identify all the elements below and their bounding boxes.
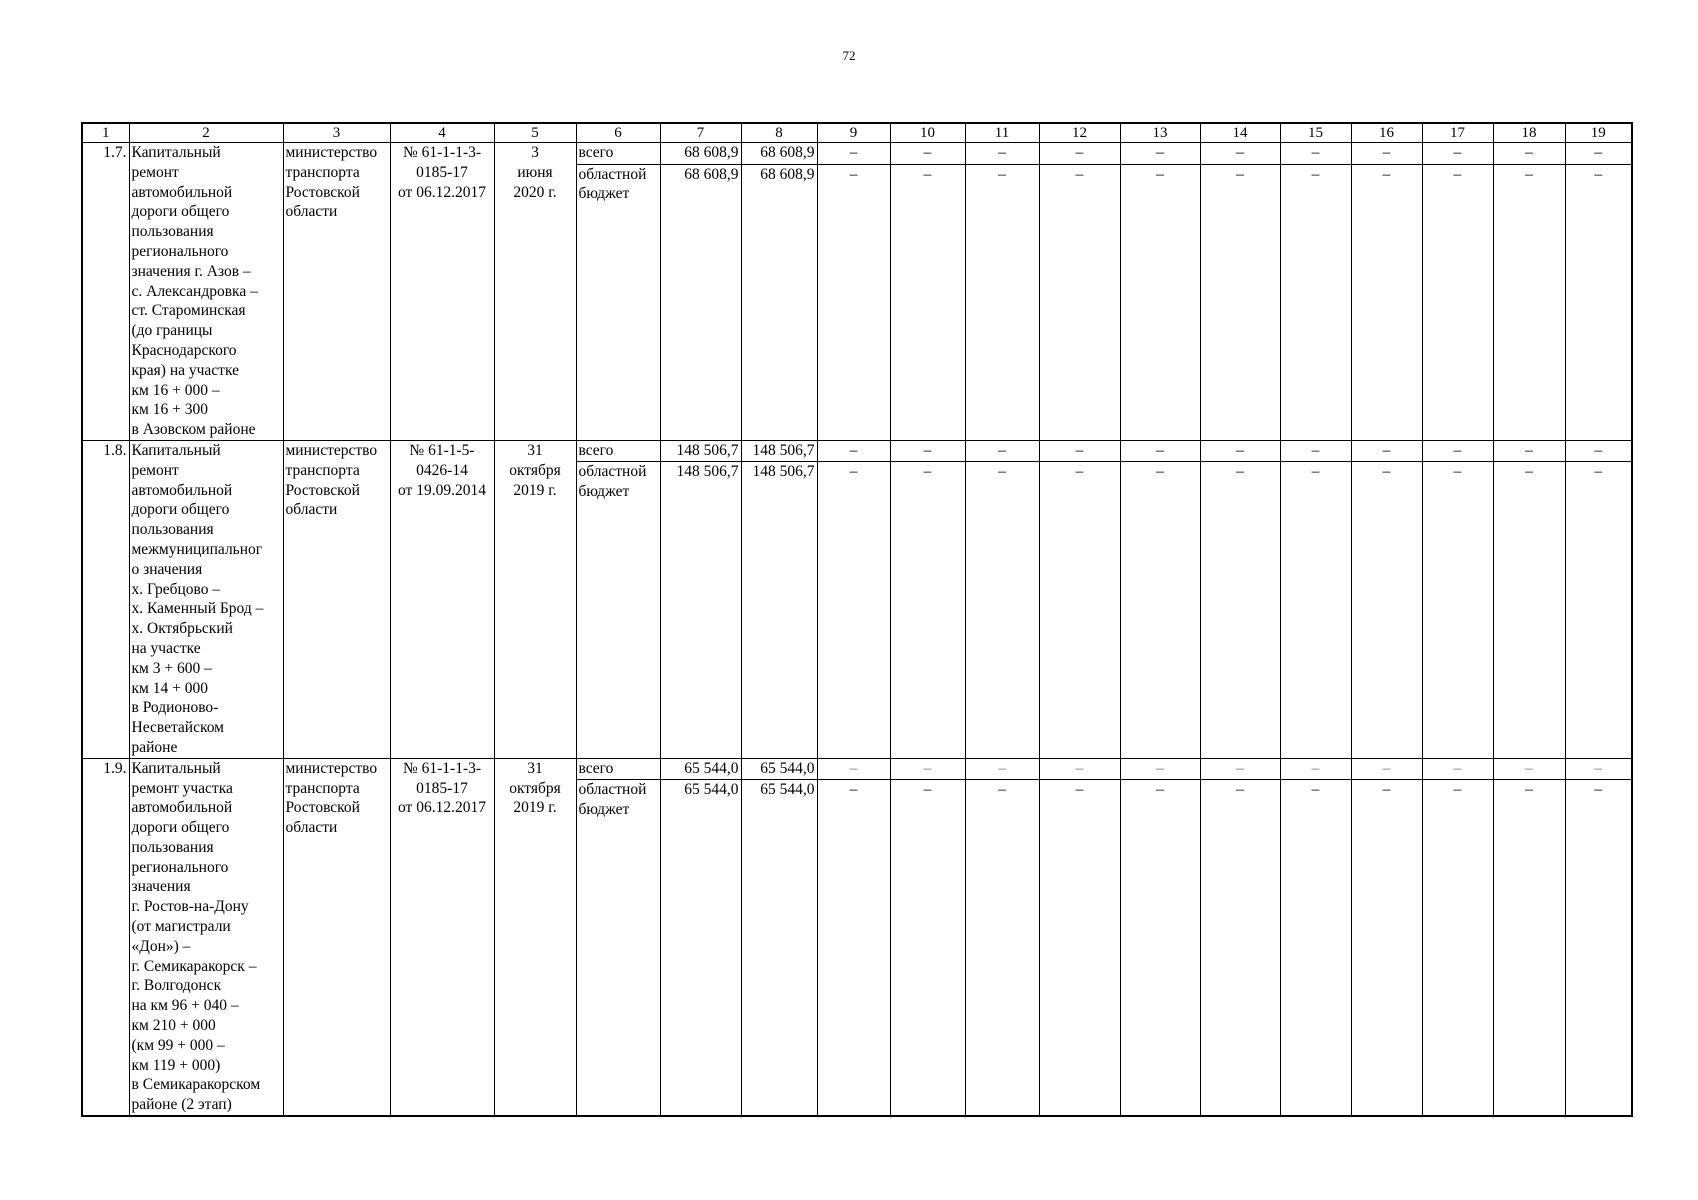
value-col-18: – [1493, 462, 1565, 758]
column-header: 6 [576, 123, 660, 143]
value-col-12: – [1039, 780, 1120, 1116]
value-col-19: – [1565, 143, 1632, 165]
value-col-17: – [1422, 143, 1493, 165]
value-col-10: – [890, 758, 965, 780]
funding-source: областной бюджет [576, 462, 660, 758]
value-col-9: – [817, 758, 890, 780]
value-col-10: – [890, 440, 965, 461]
value-col-11: – [965, 758, 1039, 780]
value-col-16: – [1351, 164, 1422, 440]
value-col-14: – [1200, 440, 1280, 461]
value-col-12: – [1039, 440, 1120, 461]
column-header: 10 [890, 123, 965, 143]
value-col-7: 68 608,9 [660, 143, 741, 165]
column-header: 16 [1351, 123, 1422, 143]
value-col-11: – [965, 440, 1039, 461]
value-col-19: – [1565, 462, 1632, 758]
object-name: Капитальный ремонт участка автомобильной дороги общего пользования регионального значения г. Ростов-на-Дону (от магистрали «Дон») – г. Семикаракорск – г. Волгодонск на км 96 + 040 – км 210 + 000 (км 99 + 000 – км 119 + 000) в Семикаракорском районе (2 этап) [129, 758, 283, 1116]
value-col-15: – [1280, 440, 1351, 461]
column-header: 14 [1200, 123, 1280, 143]
value-col-15: – [1280, 758, 1351, 780]
table-row-total [82, 758, 1632, 780]
value-col-17: – [1422, 758, 1493, 780]
value-col-12: – [1039, 143, 1120, 165]
table-row-total [82, 143, 1632, 165]
column-header: 1 [82, 123, 129, 143]
column-header: 3 [283, 123, 390, 143]
value-col-13: – [1120, 440, 1200, 461]
value-col-10: – [890, 143, 965, 165]
page-number: 72 [842, 48, 856, 63]
value-col-14: – [1200, 462, 1280, 758]
value-col-18: – [1493, 164, 1565, 440]
value-col-13: – [1120, 780, 1200, 1116]
completion-date: 31 октября 2019 г. [494, 440, 576, 758]
object-name: Капитальный ремонт автомобильной дороги общего пользования регионального значения г. Азов – с. Александровка – ст. Староминская (до границы Краснодарского края) на участке км 16 + 000 – км 16 + 300 в Азовском районе [129, 143, 283, 441]
value-col-16: – [1351, 143, 1422, 165]
row-number: 1.8. [82, 440, 129, 758]
value-col-7: 68 608,9 [660, 164, 741, 440]
value-col-10: – [890, 462, 965, 758]
column-header: 19 [1565, 123, 1632, 143]
column-header: 15 [1280, 123, 1351, 143]
value-col-9: – [817, 780, 890, 1116]
column-number-row [82, 123, 1632, 143]
column-header: 11 [965, 123, 1039, 143]
value-col-7: 148 506,7 [660, 462, 741, 758]
value-col-7: 65 544,0 [660, 780, 741, 1116]
expertise-document: № 61-1-5- 0426-14 от 19.09.2014 [390, 440, 494, 758]
value-col-9: – [817, 164, 890, 440]
row-number: 1.7. [82, 143, 129, 441]
value-col-17: – [1422, 164, 1493, 440]
value-col-17: – [1422, 462, 1493, 758]
value-col-19: – [1565, 440, 1632, 461]
column-header: 13 [1120, 123, 1200, 143]
value-col-13: – [1120, 143, 1200, 165]
row-number: 1.9. [82, 758, 129, 1116]
value-col-10: – [890, 780, 965, 1116]
value-col-9: – [817, 143, 890, 165]
value-col-12: – [1039, 758, 1120, 780]
value-col-13: – [1120, 164, 1200, 440]
value-col-8: 148 506,7 [741, 440, 817, 461]
value-col-13: – [1120, 758, 1200, 780]
value-col-19: – [1565, 758, 1632, 780]
value-col-15: – [1280, 164, 1351, 440]
column-header: 8 [741, 123, 817, 143]
responsible-executor: министерство транспорта Ростовской области [283, 440, 390, 758]
column-header: 5 [494, 123, 576, 143]
value-col-16: – [1351, 440, 1422, 461]
column-header: 4 [390, 123, 494, 143]
funding-source: областной бюджет [576, 164, 660, 440]
value-col-14: – [1200, 164, 1280, 440]
column-header: 9 [817, 123, 890, 143]
value-col-13: – [1120, 462, 1200, 758]
value-col-11: – [965, 780, 1039, 1116]
column-header: 17 [1422, 123, 1493, 143]
value-col-12: – [1039, 164, 1120, 440]
value-col-19: – [1565, 164, 1632, 440]
value-col-11: – [965, 143, 1039, 165]
value-col-18: – [1493, 440, 1565, 461]
column-header: 18 [1493, 123, 1565, 143]
value-col-17: – [1422, 440, 1493, 461]
value-col-11: – [965, 462, 1039, 758]
value-col-15: – [1280, 143, 1351, 165]
funding-source: всего [576, 758, 660, 780]
value-col-8: 65 544,0 [741, 780, 817, 1116]
column-header: 2 [129, 123, 283, 143]
value-col-9: – [817, 462, 890, 758]
value-col-8: 68 608,9 [741, 143, 817, 165]
responsible-executor: министерство транспорта Ростовской области [283, 143, 390, 441]
completion-date: 3 июня 2020 г. [494, 143, 576, 441]
value-col-16: – [1351, 780, 1422, 1116]
value-col-18: – [1493, 758, 1565, 780]
value-col-10: – [890, 164, 965, 440]
funding-source: всего [576, 143, 660, 165]
funding-source: всего [576, 440, 660, 461]
value-col-14: – [1200, 758, 1280, 780]
value-col-18: – [1493, 143, 1565, 165]
table-row-total [82, 440, 1632, 461]
expertise-document: № 61-1-1-3- 0185-17 от 06.12.2017 [390, 143, 494, 441]
budget-table [81, 122, 1633, 1117]
responsible-executor: министерство транспорта Ростовской области [283, 758, 390, 1116]
value-col-14: – [1200, 780, 1280, 1116]
completion-date: 31 октября 2019 г. [494, 758, 576, 1116]
value-col-17: – [1422, 780, 1493, 1116]
expertise-document: № 61-1-1-3- 0185-17 от 06.12.2017 [390, 758, 494, 1116]
value-col-8: 68 608,9 [741, 164, 817, 440]
value-col-15: – [1280, 462, 1351, 758]
value-col-9: – [817, 440, 890, 461]
value-col-8: 65 544,0 [741, 758, 817, 780]
value-col-12: – [1039, 462, 1120, 758]
value-col-7: 148 506,7 [660, 440, 741, 461]
value-col-16: – [1351, 462, 1422, 758]
value-col-16: – [1351, 758, 1422, 780]
column-header: 12 [1039, 123, 1120, 143]
value-col-8: 148 506,7 [741, 462, 817, 758]
funding-source: областной бюджет [576, 780, 660, 1116]
value-col-14: – [1200, 143, 1280, 165]
value-col-15: – [1280, 780, 1351, 1116]
column-header: 7 [660, 123, 741, 143]
value-col-11: – [965, 164, 1039, 440]
value-col-19: – [1565, 780, 1632, 1116]
value-col-18: – [1493, 780, 1565, 1116]
object-name: Капитальный ремонт автомобильной дороги общего пользования межмуниципальног о значения х. Гребцово – х. Каменный Брод – х. Октябрьский на участке км 3 + 600 – км 14 + 000 в Родионово- Несветайском районе [129, 440, 283, 758]
value-col-7: 65 544,0 [660, 758, 741, 780]
